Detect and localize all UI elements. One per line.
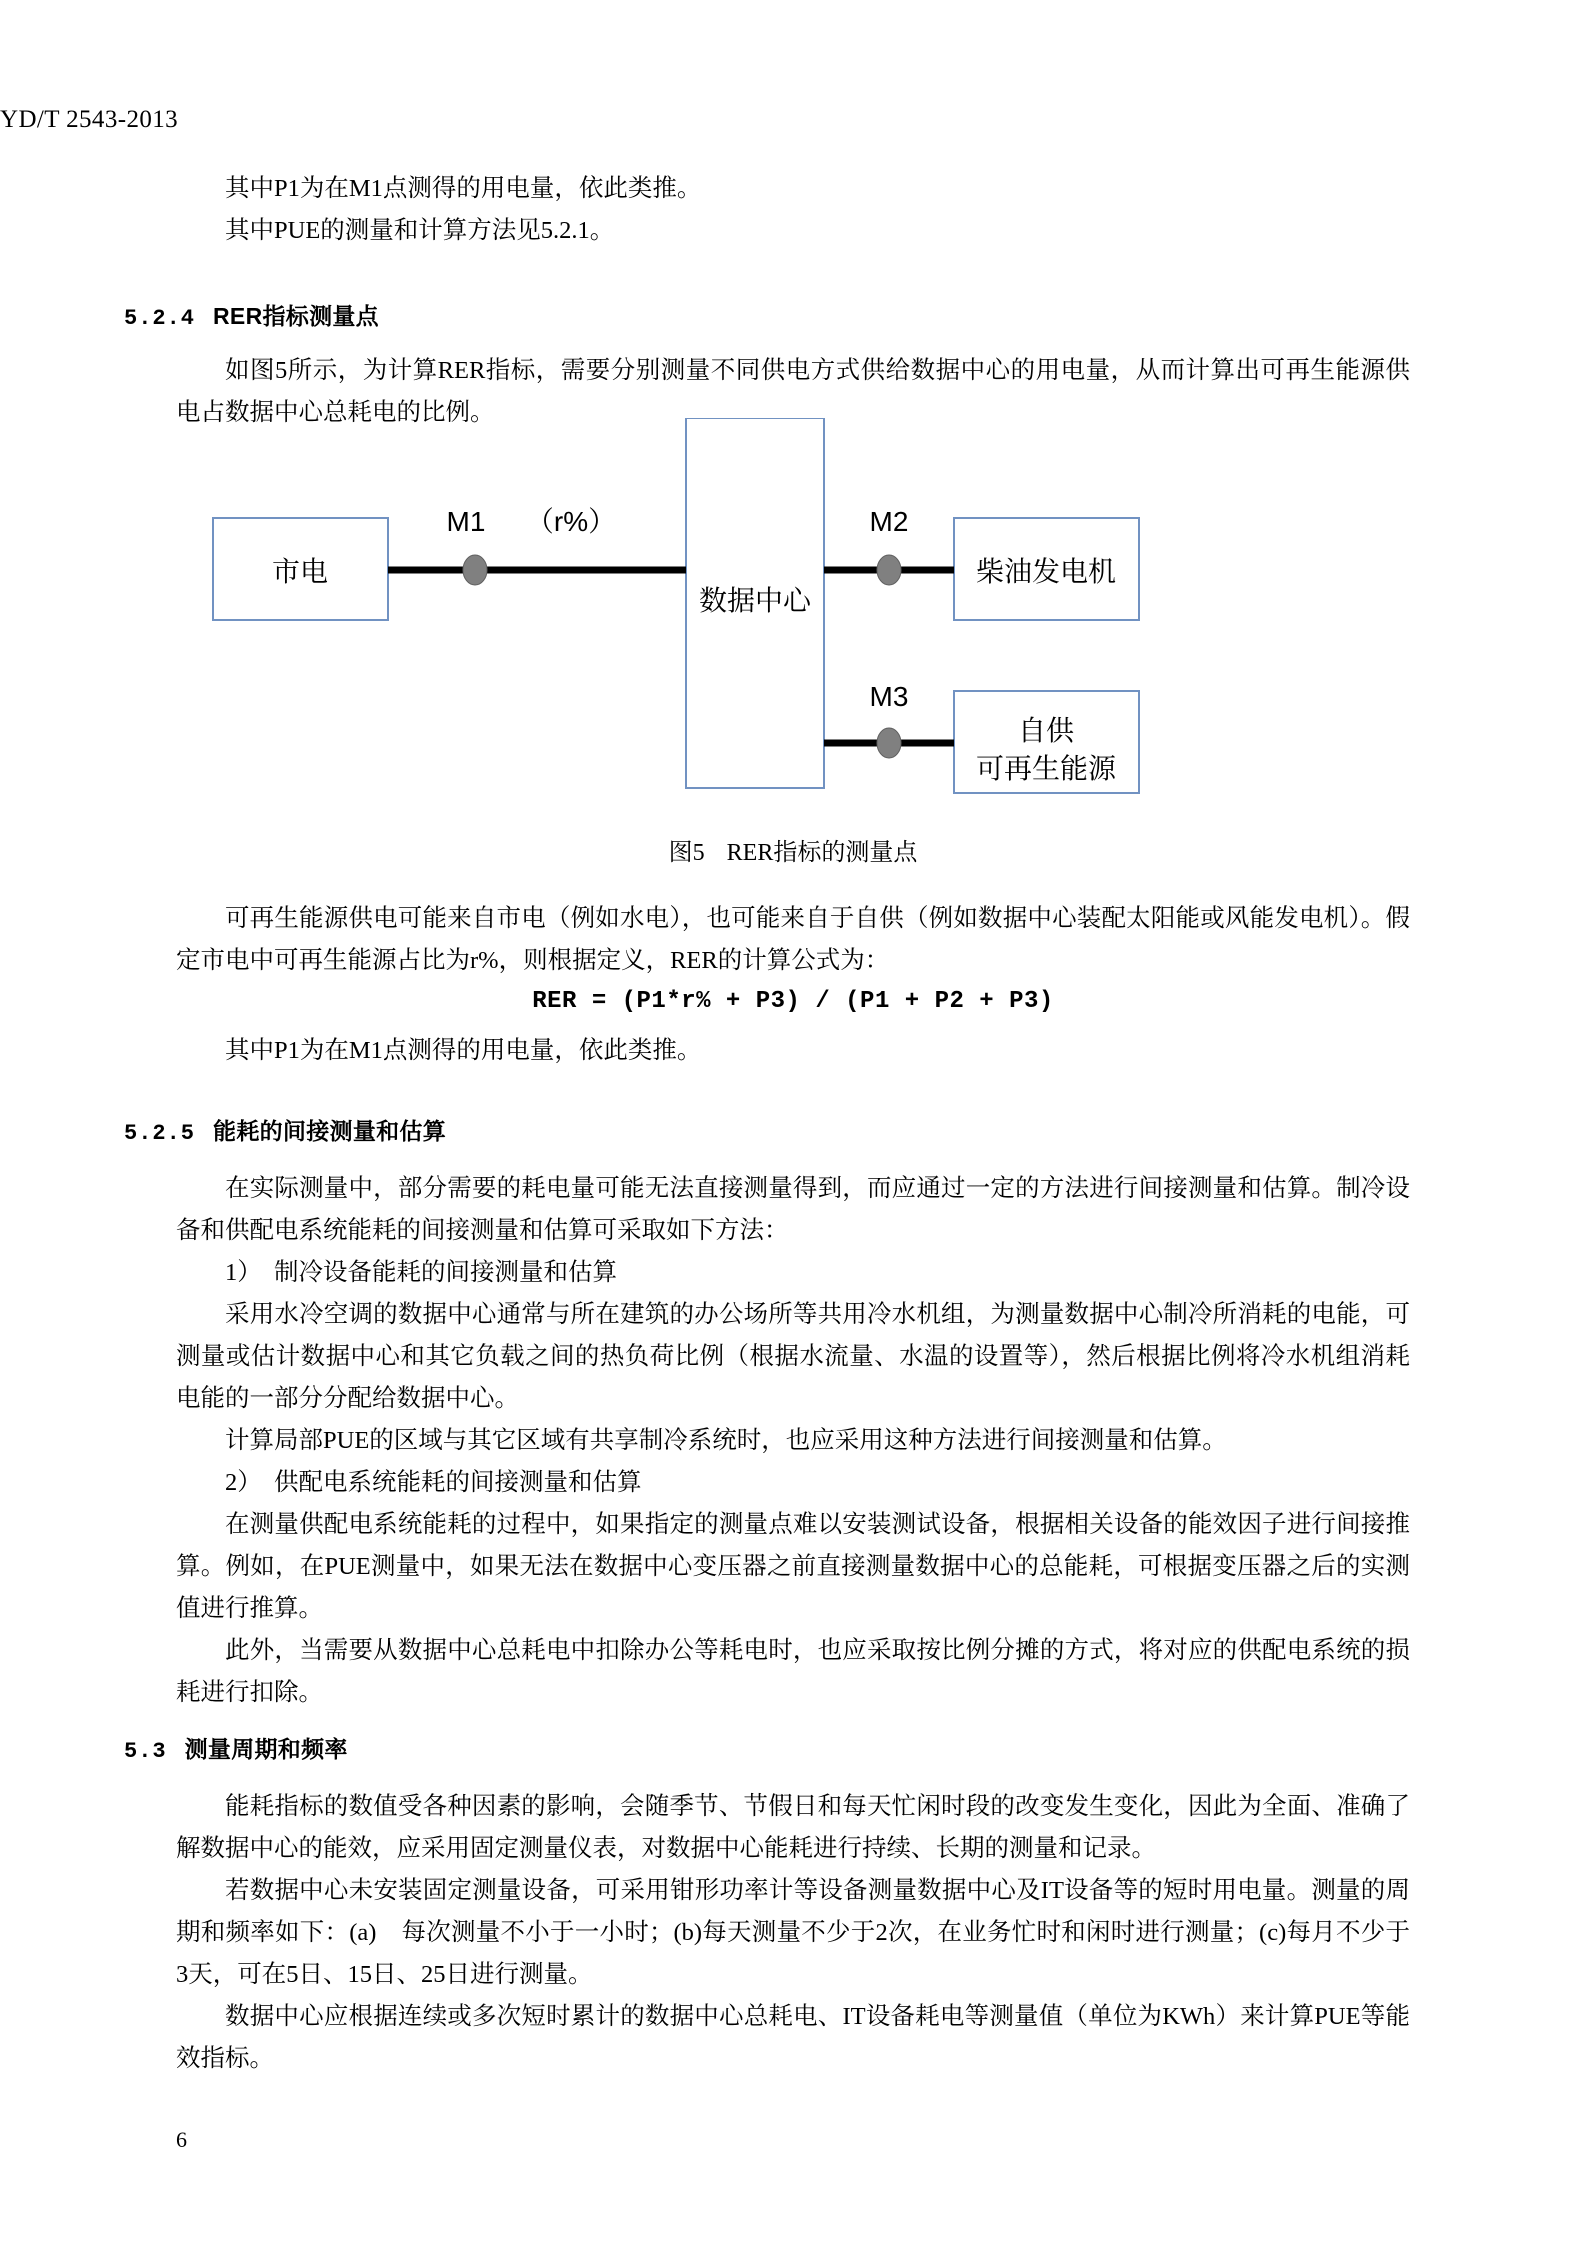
figure-5-rer-measurement-diagram (176, 418, 1410, 818)
paragraph-5-3-1: 能耗指标的数值受各种因素的影响，会随季节、节假日和每天忙闲时段的改变发生变化，因此为全面、准确了解数据中心的能效，应采用固定测量仪表，对数据中心能耗进行持续、长期的测量和记录。 (176, 1793, 1410, 1862)
section-heading-5-2-5 (124, 1113, 1410, 1146)
section-title: 测量周期和频率 (184, 1736, 348, 1762)
label-m1-ratio: （r%） (525, 506, 617, 537)
list-item-5-2-5-2: 2） 供配电系统能耗的间接测量和估算 (225, 1469, 642, 1496)
node-data-center-label: 数据中心 (698, 586, 812, 617)
meter-dot-m3-icon (877, 728, 901, 758)
section-number: 5.2.5 (124, 1121, 196, 1146)
label-m3: M3 (869, 681, 909, 712)
paragraph-5-2-5-2: 采用水冷空调的数据中心通常与所在建筑的办公场所等共用冷水机组，为测量数据中心制冷所消耗的电能，可测量或估计数据中心和其它负载之间的热负荷比例（根据水流量、水温的设置等），然后根据比例将冷水机组消耗电能的一部分分配给数据中心。 (176, 1301, 1410, 1412)
intro-line-2: 其中PUE的测量和计算方法见5.2.1。 (225, 217, 615, 244)
page-number: 6 (176, 2127, 187, 2152)
meter-dot-m2-icon (877, 555, 901, 585)
rer-formula: RER = (P1*r% + P3) / (P1 + P2 + P3) (532, 988, 1054, 1015)
list-item-5-2-5-1: 1） 制冷设备能耗的间接测量和估算 (225, 1259, 617, 1286)
figure-5-caption (176, 832, 1410, 867)
section-heading-5-2-4 (124, 298, 1410, 331)
page-content (124, 0, 1410, 2244)
paragraph-5-2-5-1: 在实际测量中，部分需要的耗电量可能无法直接测量得到，而应通过一定的方法进行间接测量和估算。制冷设备和供配电系统能耗的间接测量和估算可采取如下方法： (176, 1175, 1410, 1244)
paragraph-5-3-3: 数据中心应根据连续或多次短时累计的数据中心总耗电、IT设备耗电等测量值（单位为KWh）来计算PUE等能效指标。 (176, 2003, 1410, 2072)
section-number: 5.3 (124, 1739, 167, 1764)
node-self-supply-label-line2: 可再生能源 (975, 754, 1117, 785)
figure-caption-title: RER指标的测量点 (726, 840, 918, 866)
section-title: 能耗的间接测量和估算 (213, 1118, 447, 1144)
paragraph-5-2-5-5: 此外，当需要从数据中心总耗电中扣除办公等耗电时，也应采取按比例分摊的方式，将对应的供配电系统的损耗进行扣除。 (176, 1637, 1410, 1706)
section-number: 5.2.4 (124, 306, 196, 331)
node-grid-power-label: 市电 (271, 557, 329, 588)
node-self-supply-label-line1: 自供 (1017, 716, 1075, 747)
figure-caption-label: 图5 (668, 840, 705, 866)
intro-line-1: 其中P1为在M1点测得的用电量，依此类推。 (225, 175, 702, 202)
paragraph-5-2-4-1: 如图5所示，为计算RER指标，需要分别测量不同供电方式供给数据中心的用电量，从而计算出可再生能源供电占数据中心总耗电的比例。 (176, 357, 1410, 426)
rer-explanation-paragraph: 可再生能源供电可能来自市电（例如水电），也可能来自于自供（例如数据中心装配太阳能或风能发电机）。假定市电中可再生能源占比为r%，则根据定义，RER的计算公式为： (176, 905, 1410, 974)
paragraph-5-2-5-3: 计算局部PUE的区域与其它区域有共享制冷系统时，也应采用这种方法进行间接测量和估算。 (225, 1427, 1227, 1454)
rer-diagram-svg (176, 418, 1410, 818)
section-title: RER指标测量点 (213, 303, 379, 329)
node-diesel-generator-label: 柴油发电机 (975, 557, 1117, 588)
paragraph-5-2-5-4: 在测量供配电系统能耗的过程中，如果指定的测量点难以安装测试设备，根据相关设备的能效因子进行间接推算。例如，在PUE测量中，如果无法在数据中心变压器之前直接测量数据中心的总能耗，可根据变压器之后的实测值进行推算。 (176, 1511, 1410, 1622)
meter-dot-m1-icon (463, 555, 487, 585)
label-m1: M1 (446, 506, 486, 537)
label-m2: M2 (869, 506, 909, 537)
rer-note: 其中P1为在M1点测得的用电量，依此类推。 (225, 1037, 702, 1064)
document-header-standard-number: YD/T 2543-2013 (0, 106, 179, 133)
section-heading-5-3 (124, 1731, 1410, 1764)
paragraph-5-3-2: 若数据中心未安装固定测量设备，可采用钳形功率计等设备测量数据中心及IT设备等的短时用电量。测量的周期和频率如下：(a) 每次测量不小于一小时；(b)每天测量不少于2次，在业务忙时和闲时进行测量；(c)每月不少于3天，可在5日、15日、25日进行测量。 (176, 1877, 1410, 1988)
